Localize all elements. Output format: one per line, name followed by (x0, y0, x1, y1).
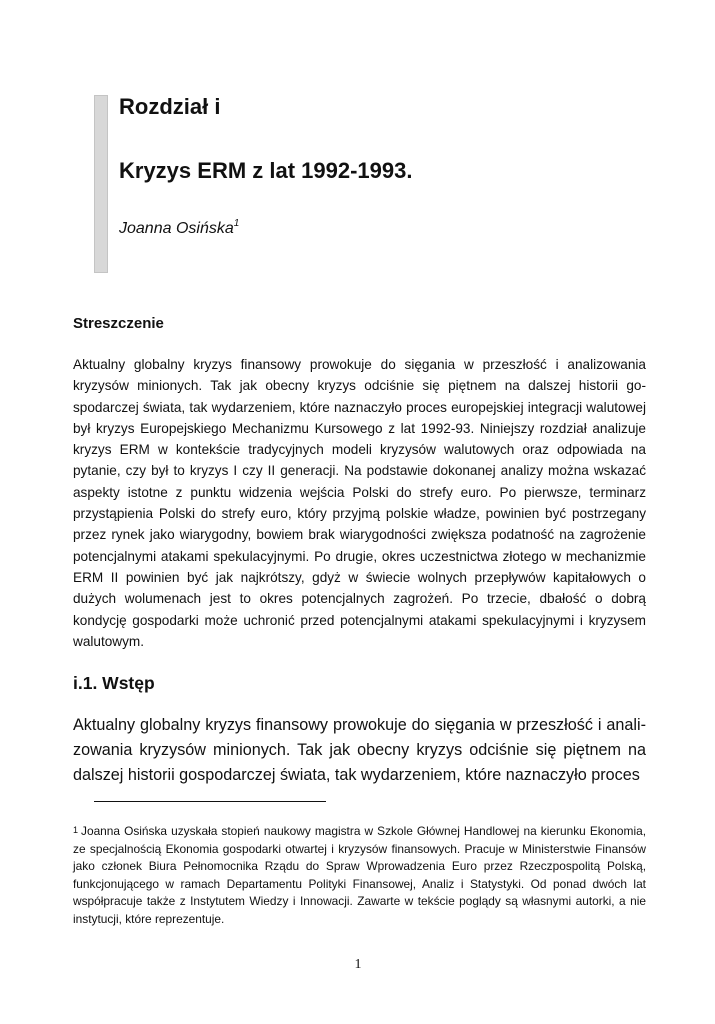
footnote (73, 823, 646, 928)
footnote-text: Joanna Osińska uzyskała stopień naukowy magistra w Szkole Głównej Handlowej na kierunku Ekonomia, ze specjalnością Ekonomia gospodarki otwartej i kryzysów finansowych. Pracuje w Ministerstwie Finansów jako członek Biura Pełnomocnika Rządu do Spraw Wprowadzenia Euro przez Rzeczpospolitą Polską, funkcjonującego w ramach Departamentu Polityki Finansowej, Analiz i Statystyki. Od ponad dwóch lat współpracuje także z Instytutem Wiedzy i Innowacji. Zawarte w tekście poglądy są własnymi autorki, a nie instytucji, które reprezentuje. (73, 824, 646, 926)
page-number: 1 (354, 957, 362, 972)
section-heading: i.1. Wstęp (73, 673, 155, 693)
abstract-paragraph: Aktualny globalny kryzys finansowy prowokuje do sięgania w przeszłość i analizowania kryzysów minionych. Tak jak obecny kryzys odciśnie się piętnem na dalszej historii gospodarczej świata, tak wydarzeniem, które naznaczyło proces europejskiej integracji walutowej był kryzys Europejskiego Mechanizmu Kursowego z lat 1992-93. Niniejszy rozdział analizuje kryzys ERM w kontekście tradycyjnych modeli kryzysów walutowych oraz odpowiada na pytanie, czy był to kryzys I czy II generacji. Na podstawie dokonanej analizy można wskazać aspekty istotne z punktu widzenia wejścia Polski do strefy euro. Po pierwsze, terminarz przystąpienia Polski do strefy euro, który przyjmą polskie władze, powinien być postrzegany przez rynek jako wiarygodny, bowiem brak wiarygodności zwiększa podatność na zagrożenie potencjalnymi atakami spekulacyjnymi. Po drugie, okres uczestnictwa złotego w mechanizmie ERM II powinien być jak najkrótszy, gdyż w świecie wolnych przepływów kapitałowych o dużych wolumenach jest to okres potencjalnych zagrożeń. Po trzecie, dbałość o dobrą kondycję gospodarki może uchronić przed potencjalnymi atakami spekulacyjnymi i kryzysem walutowym. (73, 357, 646, 649)
author-footnote-ref[interactable]: 1 (233, 218, 240, 229)
abstract-heading: Streszczenie (73, 315, 164, 332)
chapter-title: Kryzys ERM z lat 1992-1993. (119, 158, 413, 183)
chapter-accent-bar (94, 95, 108, 273)
footnote-separator (94, 801, 326, 802)
author-name-text: Joanna Osińska (119, 220, 234, 237)
chapter-label: Rozdział i (119, 94, 221, 119)
footnote-mark: 1 (73, 825, 79, 835)
author-name (119, 220, 239, 238)
section-paragraph: Aktualny globalny kryzys finansowy prowokuje do sięgania w przeszłość i analizowania kryzysów minionych. Tak jak obecny kryzys odciśnie się piętnem na dalszej historii gospodarczej świata, tak wydarzeniem, które naznaczyło proces (73, 716, 646, 784)
